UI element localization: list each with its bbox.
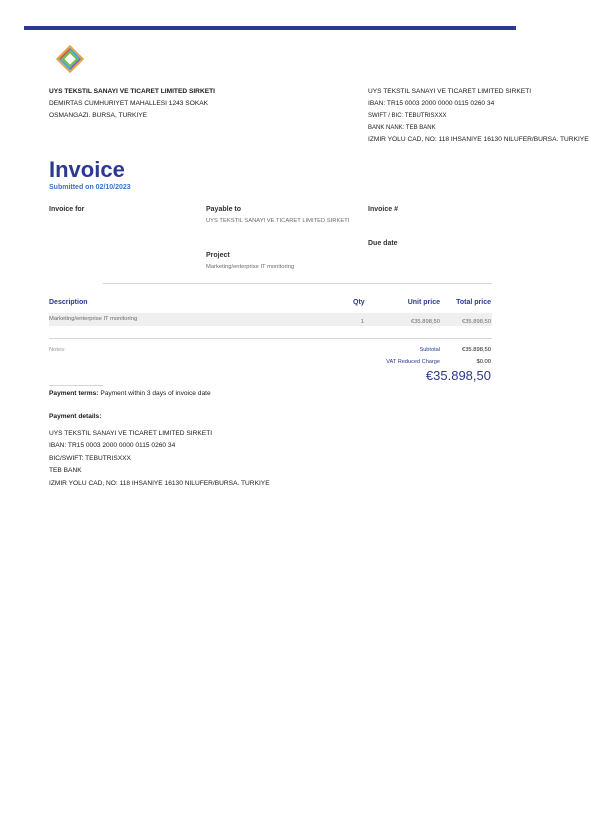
divider [49,338,492,339]
col-qty-header: Qty [353,299,365,306]
payment-detail-line: UYS TEKSTIL SANAYI VE TICARET LIMITED SIRKETI [49,430,213,437]
notes-label: Notes: [49,347,66,353]
sender-block [49,86,215,122]
row-total-price: €35.898,50 [461,319,491,325]
payment-detail-line: BIC/SWIFT: TEBUTRISXXX [49,454,131,462]
col-description-header: Description [49,299,88,306]
payment-terms-label: Payment terms: [49,390,99,397]
divider [49,385,103,386]
invoice-for-label: Invoice for [49,206,85,213]
sender-name: UYS TEKSTIL SANAYI VE TICARET LIMITED SIRKETI [49,88,215,95]
payable-to-label: Payable to [206,206,242,213]
payment-terms [49,390,211,397]
bank-name: BANK NANK: TEB BANK [368,125,436,131]
sender-address-line1: DEMIRTAS CUMHURIYET MAHALLESI 1243 SOKAK [49,100,209,107]
payment-detail-line: IZMIR YOLU CAD, NO: 118 IHSANIYE 16130 NILUFER/BURSA. TURKIYE [49,479,270,487]
page-title: Invoice [49,157,125,182]
submitted-date: Submitted on 02/10/2023 [49,184,131,191]
grand-total: €35.898,50 [425,368,491,383]
bank-company: UYS TEKSTIL SANAYI VE TICARET LIMITED SIRKETI [368,88,532,95]
due-date-label: Due date [368,240,398,247]
payment-terms-value: Payment within 3 days of invoice date [98,390,211,397]
payable-to-value: UYS TEKSTIL SANAYI VE TICARET LIMITED SIRKETI [206,218,350,224]
project-label: Project [206,252,230,259]
col-total-price-header: Total price [456,299,491,306]
company-logo-icon [55,44,85,74]
bank-info-block [368,86,589,146]
subtotal-value: €35.898,50 [461,347,491,353]
col-unit-price-header: Unit price [407,299,440,306]
payment-details-block [49,428,270,490]
invoice-number-label: Invoice # [368,206,398,213]
row-qty: 1 [360,319,364,325]
payment-details-title: Payment details: [49,413,102,420]
project-value: Marketing/enterprise IT monitoring [206,264,295,270]
divider [103,283,492,284]
sender-address-line2: OSMANGAZI. BURSA, TURKIYE [49,112,148,119]
bank-swift: SWIFT / BIC: TEBUTRISXXX [368,113,447,119]
row-unit-price: €35.898,50 [410,319,440,325]
payment-detail-line: TEB BANK [49,467,82,475]
top-accent-bar [24,26,516,30]
subtotal-label: Subtotal [419,347,440,353]
bank-address: IZMIR YOLU CAD, NO: 118 IHSANIYE 16130 NILUFER/BURSA. TURKIYE [368,136,589,143]
vat-label: VAT Reduced Charge [386,359,440,365]
bank-iban: IBAN: TR15 0003 2000 0000 0115 0260 34 [368,100,495,107]
payment-detail-line: IBAN: TR15 0003 2000 0000 0115 0260 34 [49,442,176,450]
row-description: Marketing/enterprise IT monitoring [49,316,138,322]
vat-value: $0.00 [476,359,491,365]
